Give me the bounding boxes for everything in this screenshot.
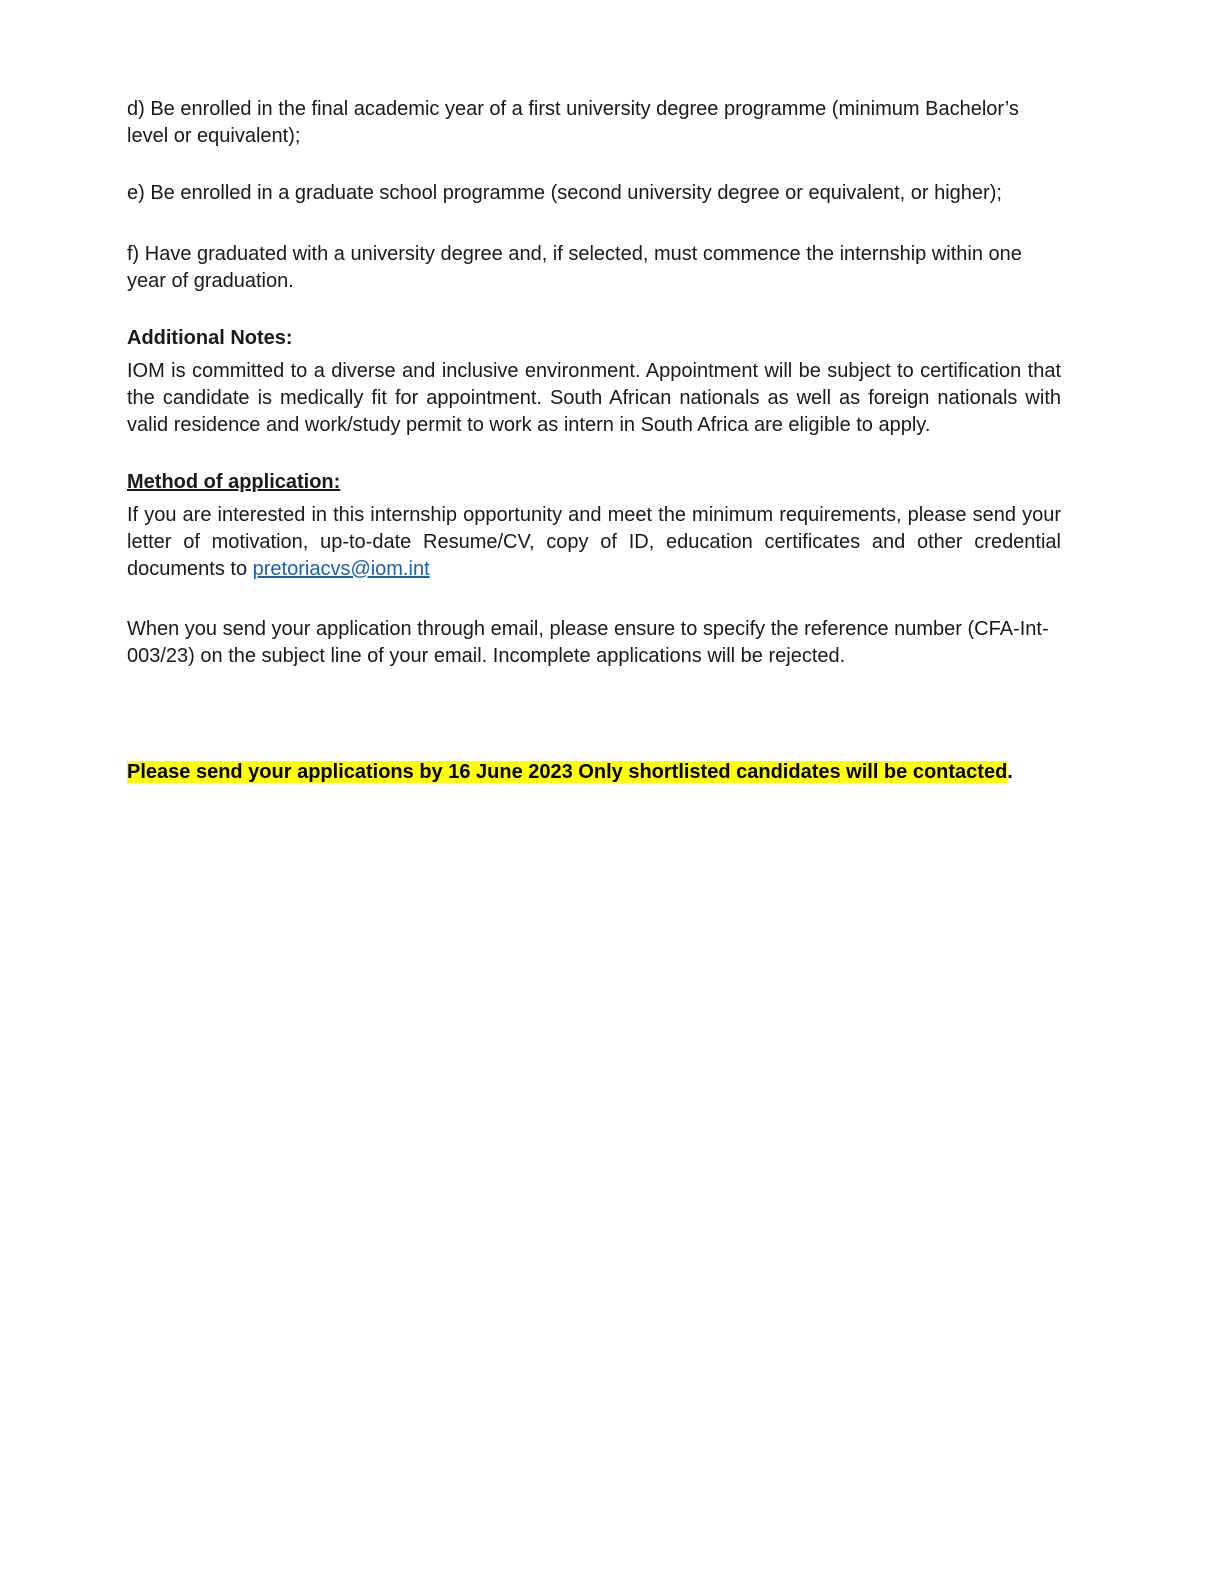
additional-notes-body: IOM is committed to a diverse and inclusive environment. Appointment will be subject to certification that the candidate is medically fit for appointment. South African nationals as well as foreign nationals with valid residence and work/study permit to work as intern in South Africa are eligible to apply. xyxy=(127,360,1061,436)
deadline-highlighted-text: Please send your applications by 16 June 2023 Only shortlisted candidates will be contacted xyxy=(127,761,1008,783)
email-instruction: When you send your application through email, please ensure to specify the reference number (CFA-Int-003/23) on the subject line of your email. Incomplete applications will be rejected. xyxy=(127,618,1049,667)
requirement-item-e: e) Be enrolled in a graduate school programme (second university degree or equivalent, or higher); xyxy=(127,182,1002,204)
document-content xyxy=(127,96,1061,786)
email-link[interactable]: pretoriacvs@iom.int xyxy=(252,558,430,580)
method-of-application-text: If you are interested in this internship opportunity and meet the minimum requirements, please send your letter of motivation, up-to-date Resume/CV, copy of ID, education certificates and other credential documents to xyxy=(127,504,1061,580)
deadline-trailing-period: . xyxy=(1007,761,1013,783)
deadline-notice xyxy=(127,759,1061,786)
requirement-item-d: d) Be enrolled in the final academic year of a first university degree programme (minimum Bachelor’s level or equivalent); xyxy=(127,98,1019,147)
method-of-application-body xyxy=(127,502,1061,583)
additional-notes-heading: Additional Notes: xyxy=(127,327,293,349)
requirement-item-f: f) Have graduated with a university degree and, if selected, must commence the internship within one year of graduation. xyxy=(127,243,1022,292)
method-of-application-heading: Method of application: xyxy=(127,471,341,493)
